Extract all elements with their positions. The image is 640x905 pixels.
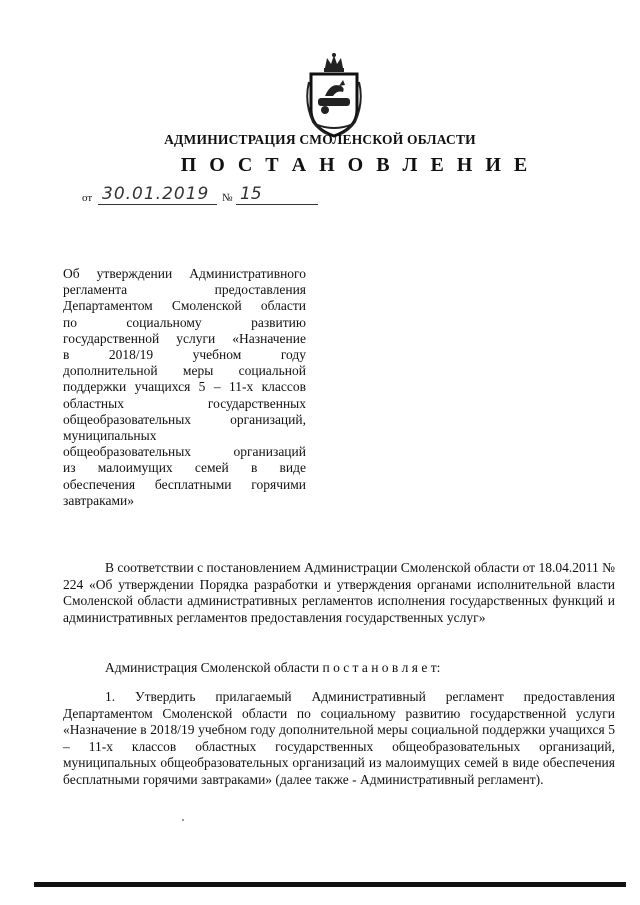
subject-line: областных государственных (63, 395, 306, 411)
subject-line: из малоимущих семей в виде (63, 460, 306, 476)
bottom-scan-edge (34, 882, 626, 887)
smolensk-coat-of-arms-icon (303, 52, 365, 138)
document-subject (63, 266, 306, 509)
subject-line: обеспечения бесплатными горячими (63, 476, 306, 492)
subject-line: Департаментом Смоленской области (63, 298, 306, 314)
subject-line: общеобразовательных организаций (63, 444, 306, 460)
resolution-verb: п о с т а н о в л я е т: (322, 660, 441, 675)
subject-line: регламента предоставления (63, 282, 306, 298)
subject-line: поддержки учащихся 5 – 11-х классов (63, 379, 306, 395)
subject-line: общеобразовательных организаций, (63, 411, 306, 427)
subject-line: завтраками» (63, 492, 135, 508)
subject-line: муниципальных (63, 428, 157, 444)
number-prefix: № (222, 192, 233, 204)
subject-line: по социальному развитию (63, 314, 306, 330)
document-date: 30.01.2019 (98, 184, 217, 205)
subject-line: государственной услуги «Назначение (63, 330, 306, 346)
document-type-title: П О С Т А Н О В Л Е Н И Е (180, 154, 532, 176)
subject-line: в 2018/19 учебном году (63, 347, 306, 363)
coat-of-arms-emblem (303, 52, 365, 138)
subject-line: Об утверждении Административного (63, 266, 306, 281)
clause-1-paragraph: 1. Утвердить прилагаемый Административный регламент предоставления Департаментом Смоленской области по социальному развитию государственной услуги «Назначение в 2018/19 учебном году дополнительной меры социальной поддержки учащихся 5 – 11-х классов областных государственных общеобразовательных организаций, муниципальных общеобразовательных организаций из малоимущих семей в виде обеспечения бесплатными горячими завтраками» (далее также - Административный регламент). (63, 689, 615, 787)
resolution-statement (105, 660, 605, 677)
resolution-intro: Администрация Смоленской области (105, 660, 320, 675)
subject-line: дополнительной меры социальной (63, 363, 306, 379)
organization-name: АДМИНИСТРАЦИЯ СМОЛЕНСКОЙ ОБЛАСТИ (164, 132, 476, 147)
preamble-paragraph: В соответствии с постановлением Администрации Смоленской области от 18.04.2011 № 224 «Об утверждении Порядка разработки и утверждения органами исполнительной власти Смоленской области административных регламентов исполнения государственных функций и административных регламентов предоставления государственных услуг» (63, 560, 615, 625)
scan-speck (182, 819, 184, 821)
date-prefix: от (82, 192, 93, 204)
document-number: 15 (236, 184, 318, 205)
